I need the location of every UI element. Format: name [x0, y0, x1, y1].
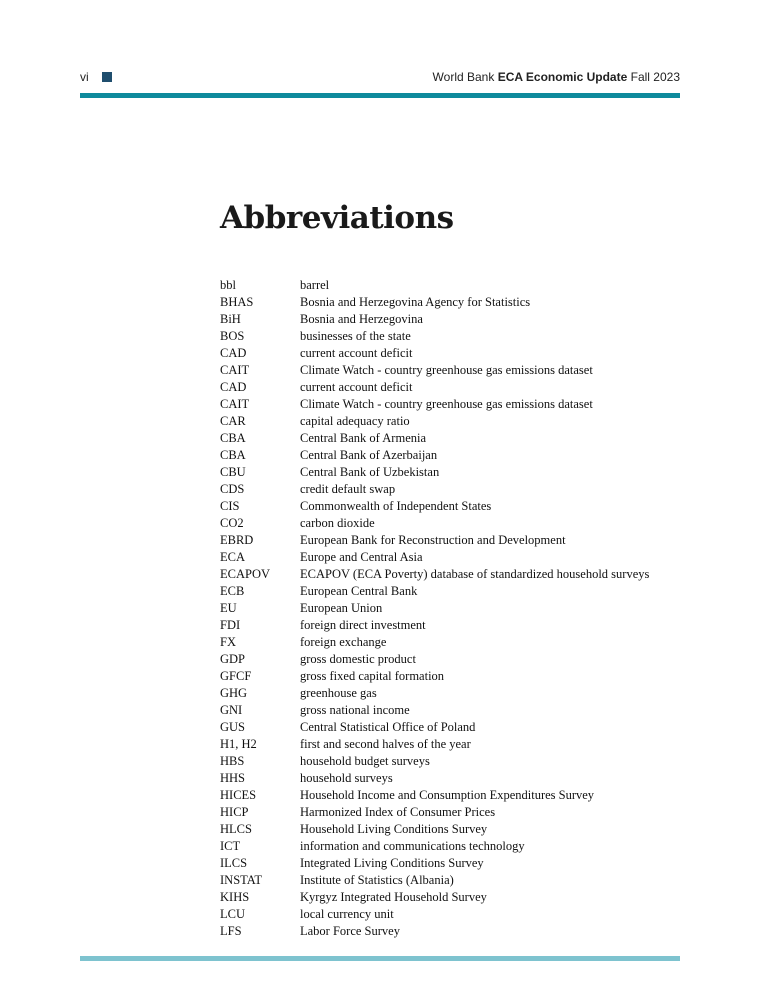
abbreviation-definition: Commonwealth of Independent States — [300, 499, 492, 513]
abbreviation-definition: Central Bank of Uzbekistan — [300, 465, 440, 479]
abbreviation-row — [220, 634, 680, 651]
abbreviation-definition: Harmonized Index of Consumer Prices — [300, 805, 496, 819]
abbreviation-term: HHS — [220, 771, 246, 785]
abbreviation-row — [220, 719, 680, 736]
abbreviation-definition: gross fixed capital formation — [300, 669, 445, 683]
abbreviation-row — [220, 787, 680, 804]
abbreviation-definition: European Union — [300, 601, 383, 615]
abbreviation-row — [220, 549, 680, 566]
abbreviation-row — [220, 617, 680, 634]
abbreviation-row — [220, 277, 680, 294]
abbreviation-row — [220, 294, 680, 311]
abbreviation-row — [220, 668, 680, 685]
abbreviation-row — [220, 532, 680, 549]
abbreviation-definition: ECAPOV (ECA Poverty) database of standardized household surveys — [300, 567, 650, 581]
abbreviation-term: GDP — [220, 652, 246, 666]
abbreviation-row — [220, 396, 680, 413]
abbreviation-definition: Bosnia and Herzegovina Agency for Statistics — [300, 295, 531, 309]
abbreviation-term: HLCS — [220, 822, 252, 836]
abbreviation-term: ECB — [220, 584, 245, 598]
abbreviation-row — [220, 362, 680, 379]
abbreviation-term: CBA — [220, 448, 246, 462]
abbreviation-term: CIS — [220, 499, 240, 513]
abbreviation-row — [220, 447, 680, 464]
abbreviation-definition: information and communications technology — [300, 839, 525, 853]
abbreviation-definition: Central Bank of Azerbaijan — [300, 448, 438, 462]
abbreviation-term: H1, H2 — [220, 737, 257, 751]
abbreviation-row — [220, 464, 680, 481]
abbreviation-term: CBA — [220, 431, 246, 445]
abbreviation-term: CAIT — [220, 397, 250, 411]
header-square-icon — [102, 72, 112, 82]
abbreviation-definition: current account deficit — [300, 380, 413, 394]
abbreviation-term: GFCF — [220, 669, 252, 683]
abbreviation-row — [220, 498, 680, 515]
abbreviation-definition: Integrated Living Conditions Survey — [300, 856, 484, 870]
abbreviation-definition: Central Statistical Office of Poland — [300, 720, 476, 734]
page-title: Abbreviations — [220, 200, 454, 236]
abbreviation-row — [220, 753, 680, 770]
page-number: vi — [80, 70, 89, 84]
abbreviation-row — [220, 345, 680, 362]
abbreviation-term: LCU — [220, 907, 245, 921]
abbreviation-row — [220, 736, 680, 753]
abbreviation-definition: Central Bank of Armenia — [300, 431, 427, 445]
header-edition: Fall 2023 — [630, 70, 680, 84]
abbreviation-row — [220, 872, 680, 889]
abbreviation-term: EBRD — [220, 533, 254, 547]
abbreviation-term: KIHS — [220, 890, 250, 904]
abbreviation-row — [220, 328, 680, 345]
abbreviation-row — [220, 855, 680, 872]
abbreviation-definition: first and second halves of the year — [300, 737, 471, 751]
abbreviation-row — [220, 889, 680, 906]
abbreviation-row — [220, 685, 680, 702]
abbreviation-definition: Household Income and Consumption Expenditures Survey — [300, 788, 595, 802]
abbreviation-term: CAD — [220, 346, 247, 360]
abbreviation-term: ICT — [220, 839, 241, 853]
abbreviation-row — [220, 821, 680, 838]
abbreviation-term: BHAS — [220, 295, 254, 309]
abbreviation-term: FDI — [220, 618, 241, 632]
running-header — [433, 70, 680, 84]
abbreviation-row — [220, 430, 680, 447]
abbreviation-term: CDS — [220, 482, 245, 496]
abbreviation-row — [220, 600, 680, 617]
abbreviation-term: bbl — [220, 278, 236, 292]
abbreviation-term: HICES — [220, 788, 257, 802]
abbreviation-definition: Climate Watch - country greenhouse gas emissions dataset — [300, 363, 593, 377]
abbreviation-term: LFS — [220, 924, 242, 938]
abbreviation-row — [220, 566, 680, 583]
abbreviation-definition: foreign exchange — [300, 635, 387, 649]
abbreviation-term: CAR — [220, 414, 246, 428]
abbreviation-definition: gross national income — [300, 703, 410, 717]
footer-rule — [80, 956, 680, 961]
abbreviation-definition: Labor Force Survey — [300, 924, 400, 938]
header-publisher: World Bank — [432, 70, 495, 84]
abbreviation-definition: greenhouse gas — [300, 686, 377, 700]
abbreviation-term: ECAPOV — [220, 567, 271, 581]
abbreviation-definition: foreign direct investment — [300, 618, 426, 632]
abbreviation-term: FX — [220, 635, 236, 649]
abbreviation-definition: businesses of the state — [300, 329, 411, 343]
abbreviation-row — [220, 583, 680, 600]
abbreviation-row — [220, 481, 680, 498]
abbreviation-row — [220, 379, 680, 396]
abbreviation-list — [220, 277, 680, 940]
abbreviation-definition: European Central Bank — [300, 584, 418, 598]
abbreviation-definition: Household Living Conditions Survey — [300, 822, 488, 836]
abbreviation-row — [220, 651, 680, 668]
abbreviation-definition: European Bank for Reconstruction and Development — [300, 533, 566, 547]
abbreviation-term: BOS — [220, 329, 245, 343]
abbreviation-term: GNI — [220, 703, 243, 717]
abbreviation-definition: household budget surveys — [300, 754, 430, 768]
abbreviation-term: BiH — [220, 312, 241, 326]
abbreviation-row — [220, 906, 680, 923]
abbreviation-term: ILCS — [220, 856, 248, 870]
abbreviation-term: CAIT — [220, 363, 250, 377]
abbreviation-term: EU — [220, 601, 237, 615]
abbreviation-term: GUS — [220, 720, 246, 734]
abbreviation-row — [220, 515, 680, 532]
abbreviation-definition: Kyrgyz Integrated Household Survey — [300, 890, 487, 904]
abbreviation-row — [220, 413, 680, 430]
header-rule — [80, 93, 680, 98]
header-report-title: ECA Economic Update — [497, 70, 628, 84]
abbreviation-term: CBU — [220, 465, 246, 479]
abbreviation-definition: Climate Watch - country greenhouse gas emissions dataset — [300, 397, 593, 411]
abbreviation-row — [220, 770, 680, 787]
abbreviation-term: GHG — [220, 686, 248, 700]
abbreviation-term: HBS — [220, 754, 245, 768]
abbreviation-definition: Bosnia and Herzegovina — [300, 312, 423, 326]
abbreviation-definition: household surveys — [300, 771, 393, 785]
abbreviation-row — [220, 838, 680, 855]
abbreviation-definition: credit default swap — [300, 482, 396, 496]
abbreviation-definition: capital adequacy ratio — [300, 414, 410, 428]
abbreviation-definition: barrel — [300, 278, 330, 292]
abbreviation-row — [220, 804, 680, 821]
abbreviation-term: CO2 — [220, 516, 244, 530]
abbreviation-row — [220, 923, 680, 940]
abbreviation-row — [220, 311, 680, 328]
abbreviation-definition: current account deficit — [300, 346, 413, 360]
abbreviation-term: CAD — [220, 380, 247, 394]
abbreviation-term: INSTAT — [220, 873, 263, 887]
abbreviation-definition: Europe and Central Asia — [300, 550, 423, 564]
abbreviation-definition: carbon dioxide — [300, 516, 375, 530]
abbreviation-term: HICP — [220, 805, 249, 819]
abbreviation-definition: local currency unit — [300, 907, 394, 921]
abbreviation-term: ECA — [220, 550, 245, 564]
abbreviation-row — [220, 702, 680, 719]
abbreviation-definition: gross domestic product — [300, 652, 416, 666]
abbreviation-definition: Institute of Statistics (Albania) — [300, 873, 454, 887]
